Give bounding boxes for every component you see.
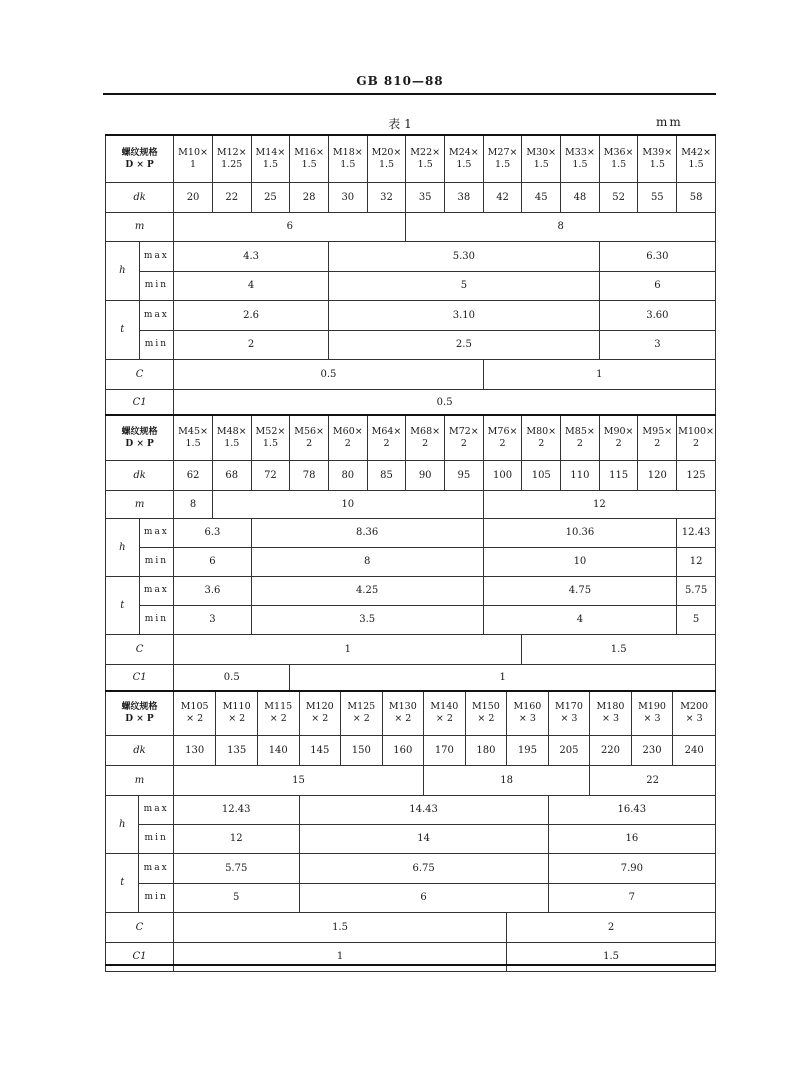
- dk-cell: 180: [465, 735, 507, 765]
- min-label: min: [139, 547, 174, 576]
- c1-label: C1: [106, 942, 174, 971]
- dk-cell: 110: [561, 460, 600, 490]
- dk-cell: 85: [367, 460, 406, 490]
- t-min-cell: 2.5: [328, 330, 599, 359]
- h-max-row: [106, 241, 716, 271]
- dk-cell: 145: [299, 735, 341, 765]
- h-min-cell: 5: [328, 271, 599, 300]
- spec-cell: M64× 2: [367, 415, 406, 460]
- m-cell: 8: [174, 490, 213, 518]
- max-label: max: [139, 795, 173, 824]
- h-min-row: [106, 271, 716, 300]
- dk-row: [106, 182, 716, 212]
- dk-cell: 220: [590, 735, 632, 765]
- m-cell: 8: [406, 212, 716, 241]
- c-label: C: [106, 912, 174, 942]
- h-min-cell: 6: [599, 271, 715, 300]
- dk-row: [106, 735, 716, 765]
- t-max-cell: 4.25: [251, 576, 483, 605]
- dk-cell: 195: [507, 735, 549, 765]
- spec-cell: M39× 1.5: [638, 135, 677, 182]
- m-cell: 15: [173, 765, 423, 795]
- c1-cell: 1: [173, 942, 506, 971]
- c-label: C: [106, 634, 174, 664]
- standard-header: GB 810—88: [356, 74, 444, 88]
- spec-cell: M140 × 2: [424, 691, 466, 735]
- spec-cell: M18× 1.5: [328, 135, 367, 182]
- m-label: m: [106, 490, 174, 518]
- t-max-cell: 6.75: [299, 853, 548, 883]
- t-max-cell: 5.75: [677, 576, 716, 605]
- dk-cell: 240: [673, 735, 716, 765]
- table-block-3: [105, 690, 716, 972]
- dk-cell: 90: [406, 460, 445, 490]
- min-label: min: [139, 605, 174, 634]
- spec-cell: M12× 1.25: [212, 135, 251, 182]
- min-label: min: [139, 824, 173, 853]
- max-label: max: [139, 853, 173, 883]
- dk-cell: 32: [367, 182, 406, 212]
- max-label: max: [139, 576, 174, 605]
- spec-label-cell: 螺纹规格 D × P: [106, 691, 174, 735]
- t-max-cell: 3.60: [599, 300, 715, 330]
- dk-cell: 58: [677, 182, 716, 212]
- spec-row: [106, 415, 716, 460]
- c-cell: 2: [507, 912, 716, 942]
- dk-cell: 30: [328, 182, 367, 212]
- spec-cell: M100× 2: [677, 415, 716, 460]
- h-min-cell: 4: [174, 271, 329, 300]
- t-label: t: [106, 300, 140, 359]
- dk-cell: 95: [445, 460, 484, 490]
- h-min-cell: 6: [174, 547, 251, 576]
- dk-cell: 20: [174, 182, 213, 212]
- t-label: t: [106, 853, 139, 912]
- c1-cell: 0.5: [174, 389, 716, 415]
- dk-cell: 42: [483, 182, 522, 212]
- spec-cell: M33× 1.5: [561, 135, 600, 182]
- spec-cell: M14× 1.5: [251, 135, 290, 182]
- h-label: h: [106, 518, 140, 576]
- t-label: t: [106, 576, 140, 634]
- dk-cell: 35: [406, 182, 445, 212]
- h-min-cell: 12: [677, 547, 716, 576]
- dk-label: dk: [106, 182, 174, 212]
- spec-cell: M42× 1.5: [677, 135, 716, 182]
- spec-label-cell: 螺纹规格 D × P: [106, 415, 174, 460]
- spec-cell: M10× 1: [174, 135, 213, 182]
- t-min-cell: 3: [174, 605, 251, 634]
- spec-cell: M20× 1.5: [367, 135, 406, 182]
- spec-cell: M36× 1.5: [599, 135, 638, 182]
- t-min-cell: 6: [299, 883, 548, 912]
- spec-cell: M105 × 2: [173, 691, 216, 735]
- spec-cell: M52× 1.5: [251, 415, 290, 460]
- spec-cell: M180 × 3: [590, 691, 632, 735]
- c-cell: 1.5: [522, 634, 716, 664]
- spec-cell: M16× 1.5: [290, 135, 329, 182]
- dk-cell: 55: [638, 182, 677, 212]
- spec-cell: M68× 2: [406, 415, 445, 460]
- h-max-cell: 12.43: [173, 795, 299, 824]
- h-min-cell: 12: [173, 824, 299, 853]
- dk-cell: 25: [251, 182, 290, 212]
- c1-label: C1: [106, 664, 174, 691]
- t-min-cell: 3.5: [251, 605, 483, 634]
- spec-cell: M125 × 2: [341, 691, 383, 735]
- dk-cell: 52: [599, 182, 638, 212]
- c1-cell: 1: [290, 664, 716, 691]
- dk-cell: 28: [290, 182, 329, 212]
- spec-cell: M115 × 2: [257, 691, 299, 735]
- table-title: 表 1: [388, 117, 412, 131]
- c-row: [106, 634, 716, 664]
- h-min-cell: 8: [251, 547, 483, 576]
- t-min-cell: 7: [548, 883, 715, 912]
- dk-cell: 140: [257, 735, 299, 765]
- h-max-cell: 6.3: [174, 518, 251, 547]
- spec-cell: M45× 1.5: [174, 415, 213, 460]
- m-label: m: [106, 765, 174, 795]
- m-cell: 18: [424, 765, 590, 795]
- spec-cell: M190 × 3: [631, 691, 673, 735]
- dk-cell: 68: [212, 460, 251, 490]
- h-min-cell: 16: [548, 824, 715, 853]
- m-row: [106, 490, 716, 518]
- spec-cell: M48× 1.5: [212, 415, 251, 460]
- dk-cell: 22: [212, 182, 251, 212]
- m-label: m: [106, 212, 174, 241]
- max-label: max: [139, 300, 174, 330]
- spec-cell: M27× 1.5: [483, 135, 522, 182]
- max-label: max: [139, 241, 174, 271]
- spec-cell: M80× 2: [522, 415, 561, 460]
- dk-cell: 135: [216, 735, 258, 765]
- dk-cell: 78: [290, 460, 329, 490]
- bottom-rule: [105, 964, 716, 966]
- dk-cell: 115: [599, 460, 638, 490]
- spec-cell: M56× 2: [290, 415, 329, 460]
- t-min-cell: 3: [599, 330, 715, 359]
- dk-row: [106, 460, 716, 490]
- spec-cell: M72× 2: [445, 415, 484, 460]
- spec-cell: M76× 2: [483, 415, 522, 460]
- c-label: C: [106, 359, 174, 389]
- h-max-cell: 4.3: [174, 241, 329, 271]
- dk-label: dk: [106, 460, 174, 490]
- h-max-cell: 14.43: [299, 795, 548, 824]
- dk-cell: 130: [173, 735, 216, 765]
- min-label: min: [139, 271, 174, 300]
- spec-cell: M200 × 3: [673, 691, 716, 735]
- h-max-cell: 8.36: [251, 518, 483, 547]
- c-cell: 1: [483, 359, 715, 389]
- c-cell: 1.5: [173, 912, 506, 942]
- dk-cell: 45: [522, 182, 561, 212]
- t-max-row: [106, 853, 716, 883]
- spec-cell: M24× 1.5: [445, 135, 484, 182]
- m-row: [106, 765, 716, 795]
- c-row: [106, 912, 716, 942]
- dk-cell: 150: [341, 735, 383, 765]
- dk-cell: 38: [445, 182, 484, 212]
- t-max-cell: 3.10: [328, 300, 599, 330]
- h-label: h: [106, 795, 139, 853]
- h-max-cell: 10.36: [483, 518, 676, 547]
- dk-cell: 120: [638, 460, 677, 490]
- spec-cell: M90× 2: [599, 415, 638, 460]
- h-max-cell: 16.43: [548, 795, 715, 824]
- dk-cell: 170: [424, 735, 466, 765]
- header-rule: [103, 93, 716, 95]
- h-min-row: [106, 547, 716, 576]
- t-max-cell: 4.75: [483, 576, 676, 605]
- spec-row: [106, 691, 716, 735]
- spec-cell: M130 × 2: [382, 691, 424, 735]
- spec-cell: M170 × 3: [548, 691, 590, 735]
- min-label: min: [139, 330, 174, 359]
- spec-cell: M30× 1.5: [522, 135, 561, 182]
- t-min-row: [106, 605, 716, 634]
- c1-label: C1: [106, 389, 174, 415]
- t-max-cell: 3.6: [174, 576, 251, 605]
- t-min-cell: 5: [173, 883, 299, 912]
- t-min-cell: 2: [174, 330, 329, 359]
- table-block-1: [105, 134, 716, 416]
- spec-cell: M160 × 3: [507, 691, 549, 735]
- h-min-row: [106, 824, 716, 853]
- t-min-cell: 5: [677, 605, 716, 634]
- t-min-cell: 4: [483, 605, 676, 634]
- dk-cell: 125: [677, 460, 716, 490]
- h-max-row: [106, 795, 716, 824]
- dk-cell: 230: [631, 735, 673, 765]
- t-max-cell: 5.75: [173, 853, 299, 883]
- c1-row: [106, 664, 716, 691]
- h-min-cell: 10: [483, 547, 676, 576]
- spec-cell: M120 × 2: [299, 691, 341, 735]
- dk-cell: 80: [328, 460, 367, 490]
- table-block-2: [105, 414, 716, 692]
- dk-cell: 160: [382, 735, 424, 765]
- h-max-cell: 12.43: [677, 518, 716, 547]
- h-min-cell: 14: [299, 824, 548, 853]
- dk-cell: 100: [483, 460, 522, 490]
- unit-label: mm: [656, 115, 683, 129]
- min-label: min: [139, 883, 173, 912]
- spec-cell: M95× 2: [638, 415, 677, 460]
- t-min-row: [106, 330, 716, 359]
- h-max-cell: 6.30: [599, 241, 715, 271]
- dk-cell: 62: [174, 460, 213, 490]
- m-cell: 12: [483, 490, 715, 518]
- c1-cell: 1.5: [507, 942, 716, 971]
- c-cell: 0.5: [174, 359, 484, 389]
- dk-cell: 72: [251, 460, 290, 490]
- h-max-cell: 5.30: [328, 241, 599, 271]
- t-max-cell: 7.90: [548, 853, 715, 883]
- spec-cell: M60× 2: [328, 415, 367, 460]
- dk-cell: 205: [548, 735, 590, 765]
- spec-cell: M22× 1.5: [406, 135, 445, 182]
- c-cell: 1: [174, 634, 522, 664]
- m-cell: 22: [590, 765, 716, 795]
- t-max-cell: 2.6: [174, 300, 329, 330]
- t-max-row: [106, 576, 716, 605]
- spec-cell: M85× 2: [561, 415, 600, 460]
- dk-label: dk: [106, 735, 174, 765]
- dk-cell: 48: [561, 182, 600, 212]
- m-cell: 6: [174, 212, 406, 241]
- t-max-row: [106, 300, 716, 330]
- h-max-row: [106, 518, 716, 547]
- h-label: h: [106, 241, 140, 300]
- max-label: max: [139, 518, 174, 547]
- m-cell: 10: [212, 490, 483, 518]
- c1-row: [106, 942, 716, 971]
- c1-cell: 0.5: [174, 664, 290, 691]
- c-row: [106, 359, 716, 389]
- spec-label-cell: 螺纹规格 D × P: [106, 135, 174, 182]
- c1-row: [106, 389, 716, 415]
- spec-cell: M110 × 2: [216, 691, 258, 735]
- t-min-row: [106, 883, 716, 912]
- m-row: [106, 212, 716, 241]
- spec-row: [106, 135, 716, 182]
- dk-cell: 105: [522, 460, 561, 490]
- spec-cell: M150 × 2: [465, 691, 507, 735]
